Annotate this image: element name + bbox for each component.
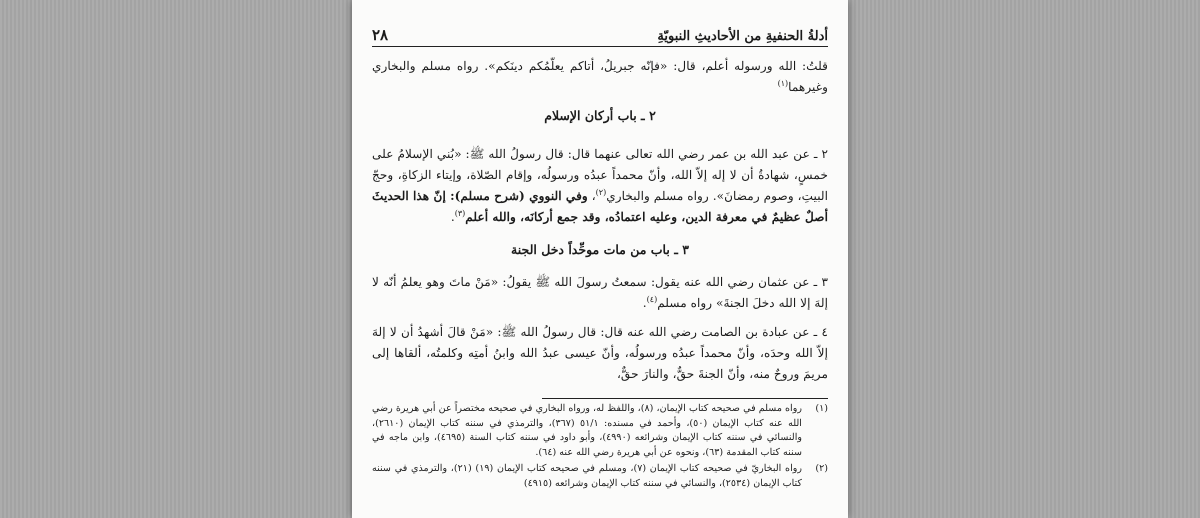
footnote-ref: (٤) (646, 294, 658, 304)
footnote-ref: (٢) (595, 187, 607, 197)
hadith-3-text: ٣ ـ عن عثمان رضي الله عنه يقول: سمعتُ رسولَ الله ﷺ يقولُ: «مَنْ ماتَ وهو يعلمُ أنّه لا إلهَ إلا الله دخلَ الجنةَ» رواه مسلم (372, 275, 828, 310)
section-heading-3: ٣ ـ باب من مات موحِّداً دخل الجنة (511, 242, 689, 257)
section-heading-2: ٢ ـ باب أركان الإسلام (544, 108, 656, 123)
footnote-number: (٢) (815, 463, 828, 475)
hadith-2: ٢ ـ عن عبد الله بن عمر رضي الله تعالى عنهما قال: قال رسولُ الله ﷺ: «بُني الإسلامُ على خمسٍ، شهادةُ أن لا إله إلاّ الله، وأنّ محمداً عبدُه ورسولُه، وإقام الصّلاة، وإيتاء الزكاةِ، وحجّ البيتِ، وصوم رمضانَ». رواه مسلم والبخاري$^{(٢)}$، وفي النووي (شرح مسلم): إنّ هذا الحديثَ أصلٌ عظيمٌ في معرفة الدين، وعليه اعتمادُه، وقد جمع أركانَه، والله أعلم$^{(٣)}$. (372, 147, 828, 224)
footnotes (372, 402, 828, 492)
footnote-ref: (٣) (454, 208, 466, 218)
page-body (372, 56, 828, 385)
running-head (372, 22, 828, 47)
footnote-text: رواه البخاريّ في صحيحه كتاب الإيمان (٧)، ومسلم في صحيحه كتاب الإيمان (١٩) (٢١)، والترمذي في سننه كتاب الإيمان (٢٥٣٤)، والنسائي في سننه كتاب الإيمان وشرائعه (٤٩١٥) (372, 463, 802, 489)
footnote-separator (542, 398, 828, 399)
footnote (372, 462, 828, 491)
intro-text: قلتُ: الله ورسوله أعلم، قال: «فإنّه جبريلُ، أتاكم يعلّمُكم دينَكم». رواه مسلم والبخاري وغيرهما (372, 59, 828, 94)
hadith-3: ٣ ـ عن عثمان رضي الله عنه يقول: سمعتُ رسولَ الله ﷺ يقولُ: «مَنْ ماتَ وهو يعلمُ أنّه لا إلهَ إلا الله دخلَ الجنةَ» رواه مسلم$^{(٤)}$. (372, 275, 828, 310)
page-number: ٢٨ (372, 26, 389, 44)
book-title: أدلةُ الحنفيةِ من الأحاديثِ النبويّةِ (657, 29, 828, 44)
footnote (372, 402, 828, 460)
footnote-text: رواه مسلم في صحيحه كتاب الإيمان، (٨)، واللفظ له، ورواه البخاري في صحيحه مختصراً عن أبي هريرة رضي الله عنه كتاب الإيمان (٥٠)، وأحمد في مسنده: ٥١/١ (٣٦٧)، والترمذي في سننه كتاب الإيمان (٢٦١٠)، والنسائي في سننه كتاب الإيمان وشرائعه (٤٩٩٠)، وأبو داود في سننه كتاب السنة (٤٦٩٥)، وابن ماجه في سننه كتاب المقدمة (٦٣)، ونحوه عن أبي هريرة رضي الله عنه (٦٤). (372, 403, 803, 458)
hadith-4-text: ٤ ـ عن عبادة بن الصامت رضي الله عنه قال: قال رسولُ الله ﷺ: «مَنْ قالَ أشهدُ أن لا إلهَ إلاّ الله وحدَه، وأنّ محمداً عبدُه ورسولُه، وأنّ عيسى عبدُ الله وابنُ أمتِه وكلمتُه، ألقاها إلى مريمَ وروحٌ منه، وأنّ الجنةَ حقٌّ، والنارَ حقٌّ، (372, 325, 828, 381)
hadith-2-commentary: وفي النووي (شرح مسلم): إنّ هذا الحديثَ أصلٌ عظيمٌ في معرفة الدين، وعليه اعتمادُه، وقد جمع أركانَه، والله أعلم (372, 189, 828, 224)
hadith-2-text: ٢ ـ عن عبد الله بن عمر رضي الله تعالى عنهما قال: قال رسولُ الله ﷺ: «بُني الإسلامُ على خمسٍ، شهادةُ أن لا إله إلاّ الله، وأنّ محمداً عبدُه ورسولُه، وإقام الصّلاة، وإيتاء الزكاةِ، وحجّ البيتِ، وصوم رمضانَ». رواه مسلم والبخاري (372, 147, 828, 203)
hadith-4 (372, 322, 828, 385)
footnote-ref: (١) (777, 78, 789, 88)
footnote-number: (١) (815, 403, 828, 414)
intro-paragraph (372, 56, 828, 98)
book-page (352, 0, 848, 518)
